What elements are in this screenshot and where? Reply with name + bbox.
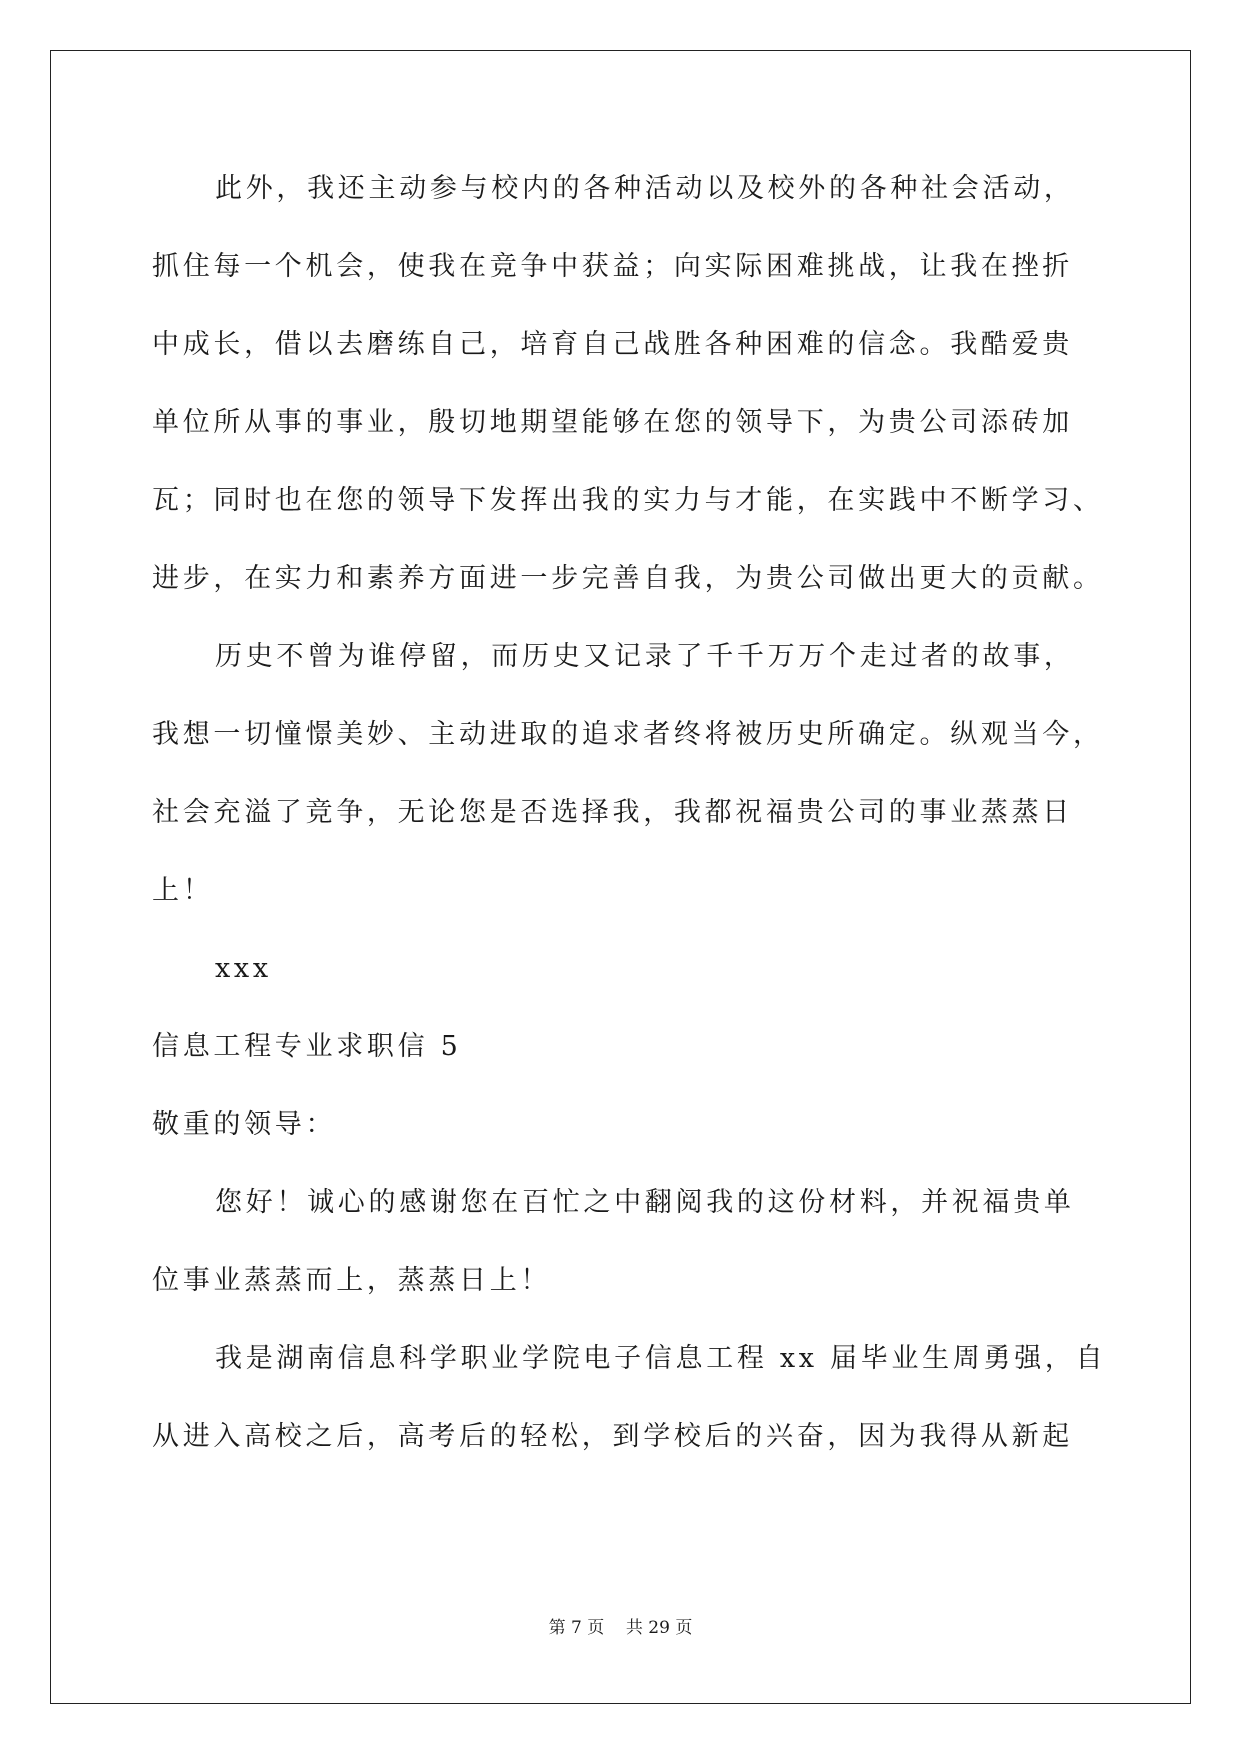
text-line: 上！: [152, 875, 214, 906]
text-line: 您好！诚心的感谢您在百忙之中翻阅我的这份材料，并祝福贵单: [215, 1187, 1075, 1218]
signature: xxx: [215, 953, 272, 984]
text-line: 我想一切憧憬美妙、主动进取的追求者终将被历史所确定。纵观当今，: [152, 719, 1104, 750]
text-line: 单位所从事的事业，殷切地期望能够在您的领导下，为贵公司添砖加: [152, 407, 1073, 438]
text-line: 社会充溢了竞争，无论您是否选择我，我都祝福贵公司的事业蒸蒸日: [152, 797, 1073, 828]
text-line: 我是湖南信息科学职业学院电子信息工程 xx 届毕业生周勇强，自: [215, 1343, 1107, 1374]
text-line: 瓦；同时也在您的领导下发挥出我的实力与才能，在实践中不断学习、: [152, 485, 1104, 516]
section-title: 信息工程专业求职信 5: [152, 1031, 462, 1062]
text-line: 抓住每一个机会，使我在竞争中获益；向实际困难挑战，让我在挫折: [152, 251, 1073, 282]
text-line: 位事业蒸蒸而上，蒸蒸日上！: [152, 1265, 552, 1296]
page-border: [50, 50, 1191, 1704]
text-line: 此外，我还主动参与校内的各种活动以及校外的各种社会活动，: [215, 173, 1075, 204]
text-line: 中成长，借以去磨练自己，培育自己战胜各种困难的信念。我酷爱贵: [152, 329, 1073, 360]
text-line: 从进入高校之后，高考后的轻松，到学校后的兴奋，因为我得从新起: [152, 1421, 1073, 1452]
text-line: 历史不曾为谁停留，而历史又记录了千千万万个走过者的故事，: [215, 641, 1075, 672]
text-line: 进步，在实力和素养方面进一步完善自我，为贵公司做出更大的贡献。: [152, 563, 1104, 594]
page-number: 第 7 页 共 29 页: [548, 1618, 693, 1638]
salutation: 敬重的领导：: [152, 1109, 337, 1140]
